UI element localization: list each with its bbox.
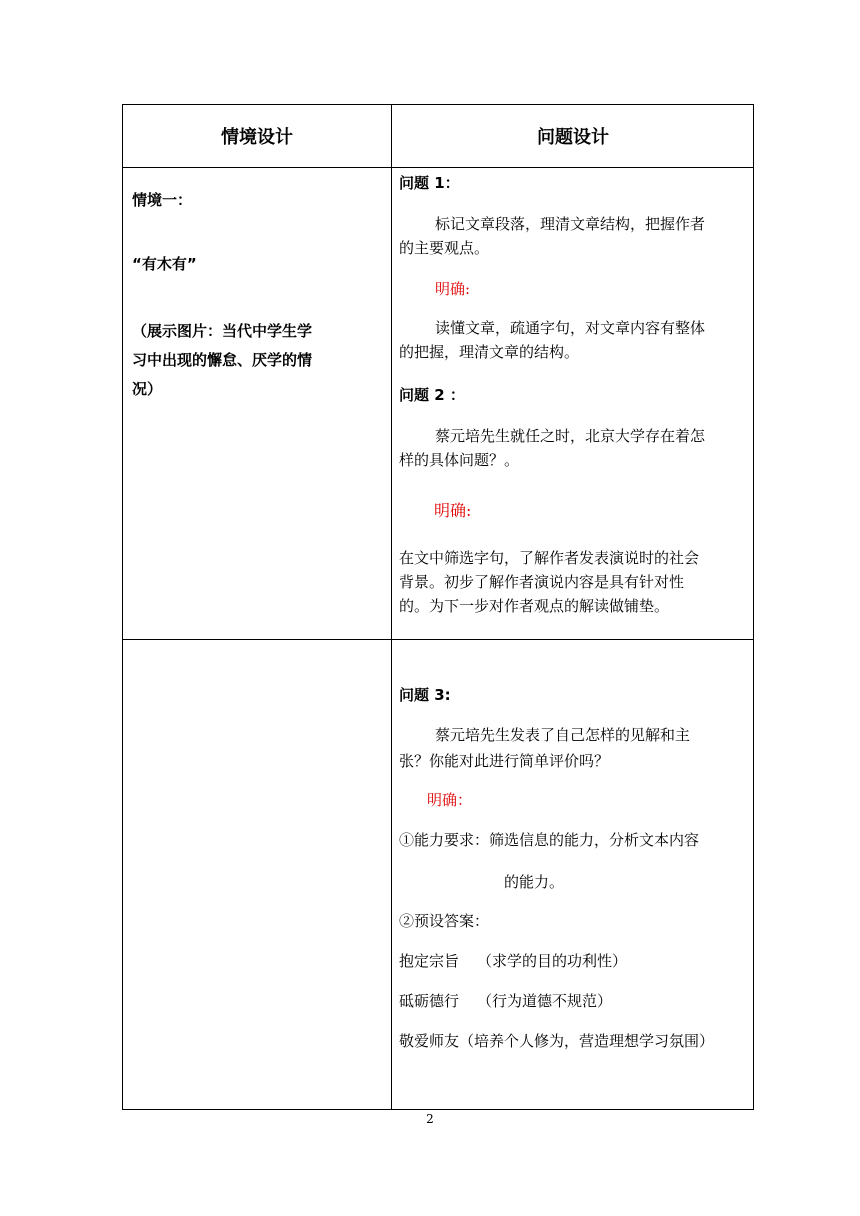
preset-answer-item (399, 951, 627, 971)
situation-description-line: 况） (132, 380, 163, 398)
question-2-text-line: 蔡元培先生就任之时，北京大学存在着怎 (435, 427, 706, 445)
question-1-answer (399, 316, 705, 364)
header-row-divider (123, 167, 753, 168)
question-3-text-line: 张？你能对此进行简单评价吗？ (399, 752, 610, 770)
ability-requirement: ①能力要求：筛选信息的能力，分析文本内容 (399, 831, 700, 849)
question-1-title: 问题 1： (399, 174, 460, 192)
question-1-text-line: 标记文章段落，理清文章结构，把握作者 (435, 215, 706, 233)
question-3-text-line: 蔡元培先生发表了自己怎样的见解和主 (435, 726, 691, 744)
question-1-clear-label: 明确: (435, 280, 471, 298)
question-3-text (399, 722, 690, 774)
situation-description (132, 317, 312, 404)
preset-answer-label: ②预设答案： (399, 912, 490, 930)
question-1-answer-line: 读懂文章，疏通字句，对文章内容有整体 (435, 319, 706, 337)
question-3-title: 问题 3: (399, 686, 451, 704)
question-1-answer-line: 的把握，理清文章的结构。 (399, 343, 580, 361)
page-number: 2 (426, 1112, 434, 1126)
answer-term: 砥砺德行 (399, 992, 460, 1010)
question-1-text-line: 的主要观点。 (399, 239, 490, 257)
question-1-text (399, 212, 705, 260)
question-2-text (399, 424, 705, 472)
question-2-answer-line: 的。为下一步对作者观点的解读做铺垫。 (399, 597, 670, 615)
column-divider (391, 105, 392, 1109)
situation-title: 情境一： (132, 191, 193, 209)
answer-term: 抱定宗旨 (399, 952, 460, 970)
question-3-clear-label: 明确： (427, 791, 473, 809)
header-situation-design: 情境设计 (221, 127, 293, 148)
answer-note: （求学的目的功利性） (477, 952, 628, 970)
question-2-text-line: 样的具体问题？。 (399, 451, 520, 469)
question-2-title: 问题 2 ： (399, 386, 465, 404)
question-2-answer-line: 在文中筛选字句，了解作者发表演说时的社会 (399, 549, 700, 567)
situation-description-line: （展示图片：当代中学生学 (132, 322, 313, 340)
header-question-design: 问题设计 (537, 127, 609, 148)
preset-answer-item (399, 991, 612, 1011)
ability-requirement-continued: 的能力。 (504, 873, 565, 891)
row-divider (123, 639, 753, 640)
situation-description-line: 习中出现的懈怠、厌学的情 (132, 351, 313, 369)
question-2-clear-label: 明确: (434, 501, 472, 520)
situation-name: “有木有” (132, 255, 197, 273)
question-2-answer-line: 背景。初步了解作者演说内容是具有针对性 (399, 573, 685, 591)
preset-answer-item: 敬爱师友（培养个人修为，营造理想学习氛围） (399, 1032, 715, 1050)
question-2-answer (399, 546, 699, 618)
lesson-table (122, 104, 754, 1110)
answer-note: （行为道德不规范） (477, 992, 613, 1010)
